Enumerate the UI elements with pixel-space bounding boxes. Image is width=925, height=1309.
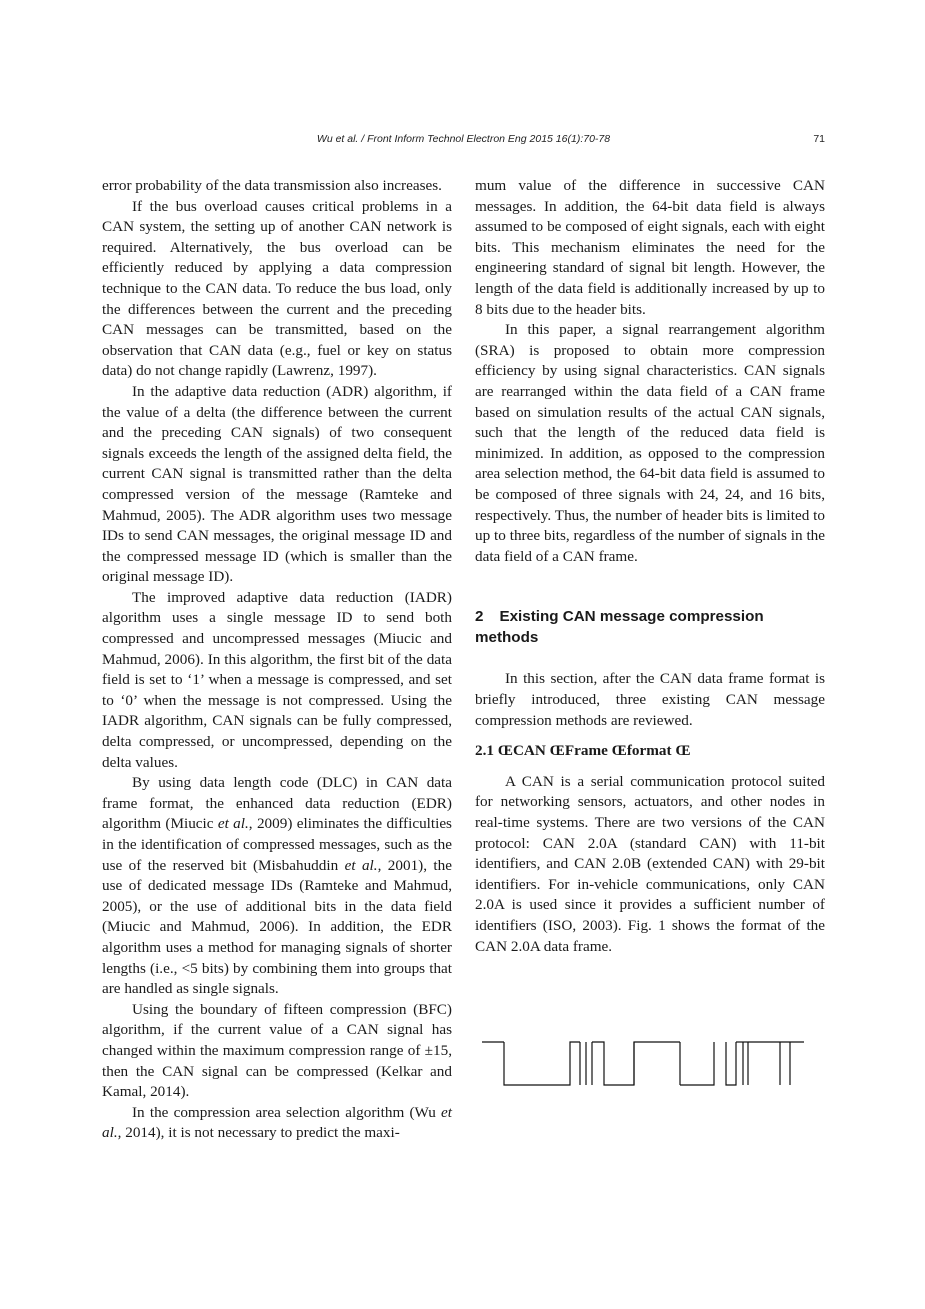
can-frame-figure	[482, 1040, 804, 1088]
paragraph: error probability of the data transmission also increases.	[102, 177, 442, 194]
subsection-heading: 2.1 ŒCAN ŒFrame Œformat Œ	[475, 742, 691, 760]
paragraph: Using the boundary of fifteen compression (BFC) algorithm, if the current value of a CAN signal has changed within the maximum compression range of ±15, then the CAN signal can be compressed (Kelkar and Kamal, 2014).	[102, 1000, 452, 1101]
paragraph: A CAN is a serial communication protocol suited for networking sensors, actuators, and other nodes in real-time systems. There are two versions of the CAN protocol: CAN 2.0A (standard CAN) with 11-bit identifiers, and CAN 2.0B (extended CAN) with 29-bit identifiers. For in-vehicle communications, only CAN 2.0A is used since it provides a sufficient number of identifiers (ISO, 2003). Fig. 1 shows the format of the CAN 2.0A data frame.	[475, 772, 825, 955]
paragraph	[102, 1103, 452, 1144]
paragraph: The improved adaptive data reduction (IADR) algorithm uses a single message ID to send both compressed and uncompressed messages (Miucic and Mahmud, 2006). In this algorithm, the first bit of the data field is set to ‘1’ when a message is compressed, and set to ‘0’ when the message is not compressed. Using the IADR algorithm, CAN signals can be fully compressed, delta compressed, or uncompressed, depending on the delta values.	[102, 588, 452, 771]
section-number: 2	[475, 608, 484, 626]
text-run: , 2001), the use of dedicated message IDs (Ramteke and Mahmud, 2005), or the use of additional bits in the data field (Miucic and Mahmud, 2006). In addition, the EDR algorithm uses a method for managing signals of shorter lengths (i.e., <5 bits) by combining them into groups that are handled as single signals.	[102, 856, 452, 998]
paragraph: In the adaptive data reduction (ADR) algorithm, if the value of a delta (the difference between the current and the preceding CAN signals) of two consequent signals exceeds the length of the assigned delta field, the current CAN signal is transmitted rather than the delta compressed version of the message (Ramteke and Mahmud, 2005). The ADR algorithm uses two message IDs to send CAN messages, the original message ID and the compressed message ID (which is smaller than the original message ID).	[102, 382, 452, 586]
spacer	[475, 731, 825, 741]
spacer	[475, 567, 825, 607]
paragraph: If the bus overload causes critical problems in a CAN system, the setting up of another CAN network is required. Alternatively, the bus overload can be efficiently reduced by applying a data compression technique to the CAN data. To reduce the bus load, only the differences between the current and the preceding CAN messages can be transmitted, based on the observation that CAN data (e.g., fuel or key on status data) do not change rapidly (Lawrenz, 1997).	[102, 197, 452, 380]
text-run: In the compression area selection algorithm (Wu	[132, 1103, 442, 1121]
section-heading	[475, 607, 825, 648]
page-number: 71	[813, 133, 825, 145]
paragraph	[102, 773, 452, 1000]
dlc-data-field	[592, 1042, 680, 1085]
text-run: , 2009) eliminates the difficulties in the identification of compressed messages, such as the use of the reserved bit (Misbahuddin	[102, 815, 452, 874]
paragraph: mum value of the difference in successive CAN messages. In addition, the 64-bit data field is always assumed to be composed of eight signals, each with eight bits. This mechanism eliminates the need for the engineering standard of signal bit length. However, the length of the data field is additionally increased by up to 8 bits due to the header bits.	[475, 177, 825, 318]
spacer	[475, 648, 825, 669]
et-al: et al.	[102, 1103, 452, 1142]
spacer	[475, 762, 825, 772]
text-run: , 2014), it is not necessary to predict the maxi-	[117, 1124, 400, 1142]
text-run: By using data length code (DLC) in CAN data frame format, the enhanced data reduction (EDR) algorithm (Miucic	[102, 774, 452, 833]
section-title: Existing CAN message compression methods	[475, 608, 764, 646]
journal-citation: Wu et al. / Front Inform Technol Electron Eng 2015 16(1):70-78	[316, 133, 611, 145]
crc-field	[680, 1042, 714, 1085]
right-column	[475, 176, 825, 957]
left-column	[102, 176, 452, 1144]
ack-field	[726, 1042, 736, 1085]
paragraph: In this paper, a signal rearrangement algorithm (SRA) is proposed to obtain more compression efficiency by using signal characteristics. CAN signals are rearranged within the data field of a CAN frame based on simulation results of the actual CAN signals, such that the length of the reduced data field is minimized. In addition, as opposed to the compression area selection method, the 64-bit data field is assumed to be composed of three signals with 24, 24, and 16 bits, respectively. Thus, the number of header bits is limited to up to three bits, regardless of the number of signals in the data field of a CAN frame.	[475, 321, 825, 565]
et-al: et al.	[217, 815, 249, 833]
sof-id-field	[504, 1042, 580, 1085]
paragraph: In this section, after the CAN data frame format is briefly introduced, three existing CAN message compression methods are reviewed.	[475, 670, 825, 729]
et-al: et al.	[344, 856, 378, 874]
